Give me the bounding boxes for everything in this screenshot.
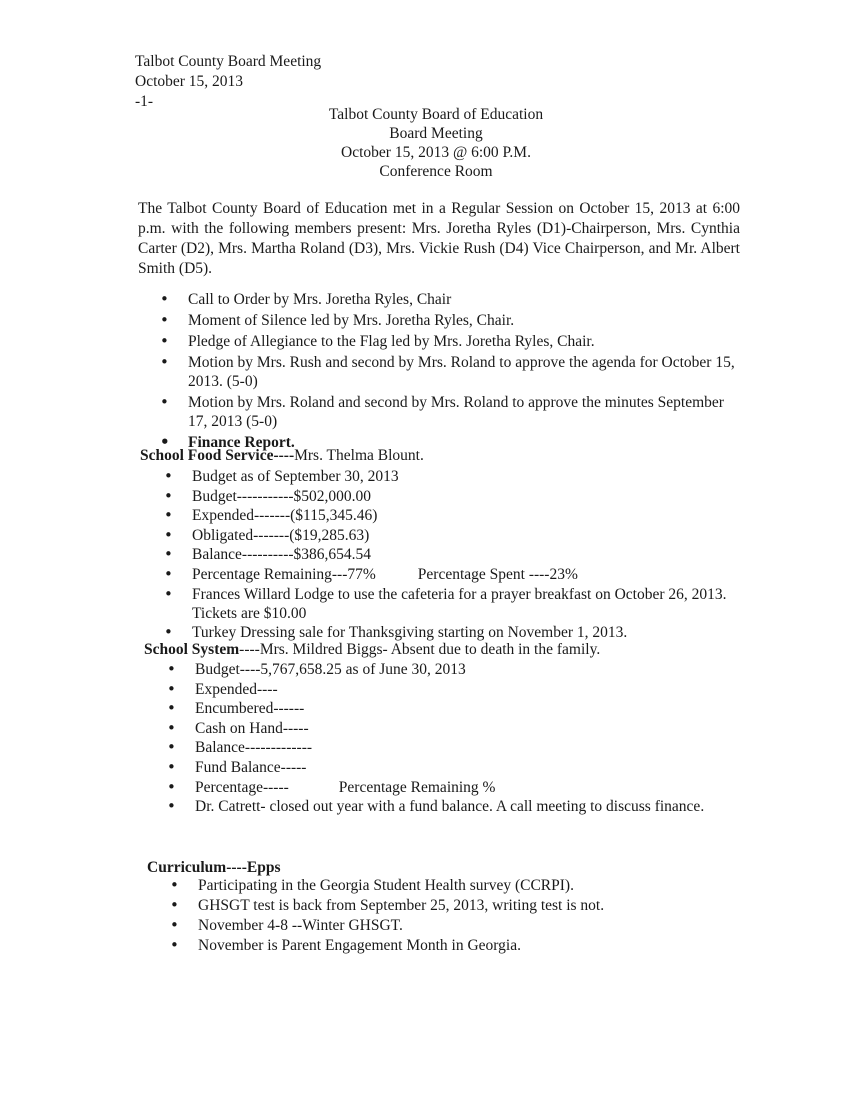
list-item: • November 4-8 --Winter GHSGT.: [170, 916, 730, 935]
list-item: • Motion by Mrs. Roland and second by Mrs. Roland to approve the minutes September 17, 2013 (5-0): [160, 393, 740, 431]
list-item: • GHSGT test is back from September 25, 2013, writing test is not.: [170, 896, 730, 915]
section-person: Mrs. Thelma Blount.: [294, 447, 424, 464]
list-item: • November is Parent Engagement Month in Georgia.: [170, 936, 730, 955]
page-number: -1-: [135, 93, 154, 110]
section-title: School System: [144, 641, 240, 658]
list-item: • Turkey Dressing sale for Thanksgiving starting on November 1, 2013.: [164, 623, 754, 642]
list-item: [164, 565, 754, 584]
list-item: • Dr. Catrett- closed out year with a fund balance. A call meeting to discuss finance.: [167, 797, 727, 816]
list-item: • Motion by Mrs. Rush and second by Mrs. Roland to approve the agenda for October 15, 2013. (5-0): [160, 353, 740, 391]
list-item: • Pledge of Allegiance to the Flag led by Mrs. Joretha Ryles, Chair.: [160, 332, 740, 351]
page-header: [135, 52, 321, 112]
agenda-list: [160, 290, 740, 454]
list-item: • Balance-------------: [167, 738, 727, 757]
pct-label: Percentage-----: [195, 778, 289, 796]
list-item: • Obligated-------($19,285.63): [164, 526, 754, 545]
list-item: • Budget as of September 30, 2013: [164, 467, 754, 486]
list-item: • Call to Order by Mrs. Joretha Ryles, Chair: [160, 290, 740, 309]
list-item: • Expended----: [167, 680, 727, 699]
title-meeting: Board Meeting: [389, 125, 483, 142]
school-system-list: [167, 660, 727, 817]
list-item: • Budget-----------$502,000.00: [164, 487, 754, 506]
title-organization: Talbot County Board of Education: [328, 106, 544, 123]
list-item: • Frances Willard Lodge to use the cafeteria for a prayer breakfast on October 26, 2013. Tickets are $10.00: [164, 585, 754, 623]
food-service-heading: [140, 446, 424, 465]
title-datetime: October 15, 2013 @ 6:00 P.M.: [341, 144, 531, 161]
food-service-list: [164, 467, 754, 643]
header-date: October 15, 2013: [135, 73, 244, 90]
list-item: • Budget----5,767,658.25 as of June 30, 2013: [167, 660, 727, 679]
header-title: Talbot County Board Meeting: [135, 53, 322, 70]
pct-remaining: Percentage Remaining---77%: [192, 565, 376, 583]
list-item: • Moment of Silence led by Mrs. Joretha Ryles, Chair.: [160, 311, 740, 330]
intro-paragraph: The Talbot County Board of Education met in a Regular Session on October 15, 2013 at 6:00 p.m. with the following members present: Mrs. Joretha Ryles (D1)-Chairperson, Mrs. Cynthia Carter (D2), Mrs. Martha Roland (D3), Mrs. Vickie Rush (D4) Vice Chairperson, and Mr. Albert Smith (D5).: [138, 200, 740, 277]
list-item: • Expended-------($115,345.46): [164, 506, 754, 525]
pct-remaining: Percentage Remaining %: [338, 778, 496, 796]
curriculum-list: [170, 876, 730, 956]
list-item: • Balance----------$386,654.54: [164, 545, 754, 564]
list-item: • Participating in the Georgia Student Health survey (CCRPI).: [170, 876, 730, 895]
title-location: Conference Room: [379, 163, 493, 180]
list-item: • Fund Balance-----: [167, 758, 727, 777]
pct-spent: Percentage Spent ----23%: [417, 565, 578, 583]
school-system-heading: [144, 640, 600, 659]
list-item: • Encumbered------: [167, 699, 727, 718]
curriculum-heading: Curriculum----Epps: [147, 859, 281, 876]
list-item: [167, 778, 727, 797]
document-title: [0, 105, 850, 181]
section-person: ----Mrs. Mildred Biggs- Absent due to death in the family.: [239, 641, 601, 658]
finance-report-item: • Finance Report.: [160, 433, 740, 452]
list-item: • Cash on Hand-----: [167, 719, 727, 738]
section-title: School Food Service----: [140, 447, 295, 464]
